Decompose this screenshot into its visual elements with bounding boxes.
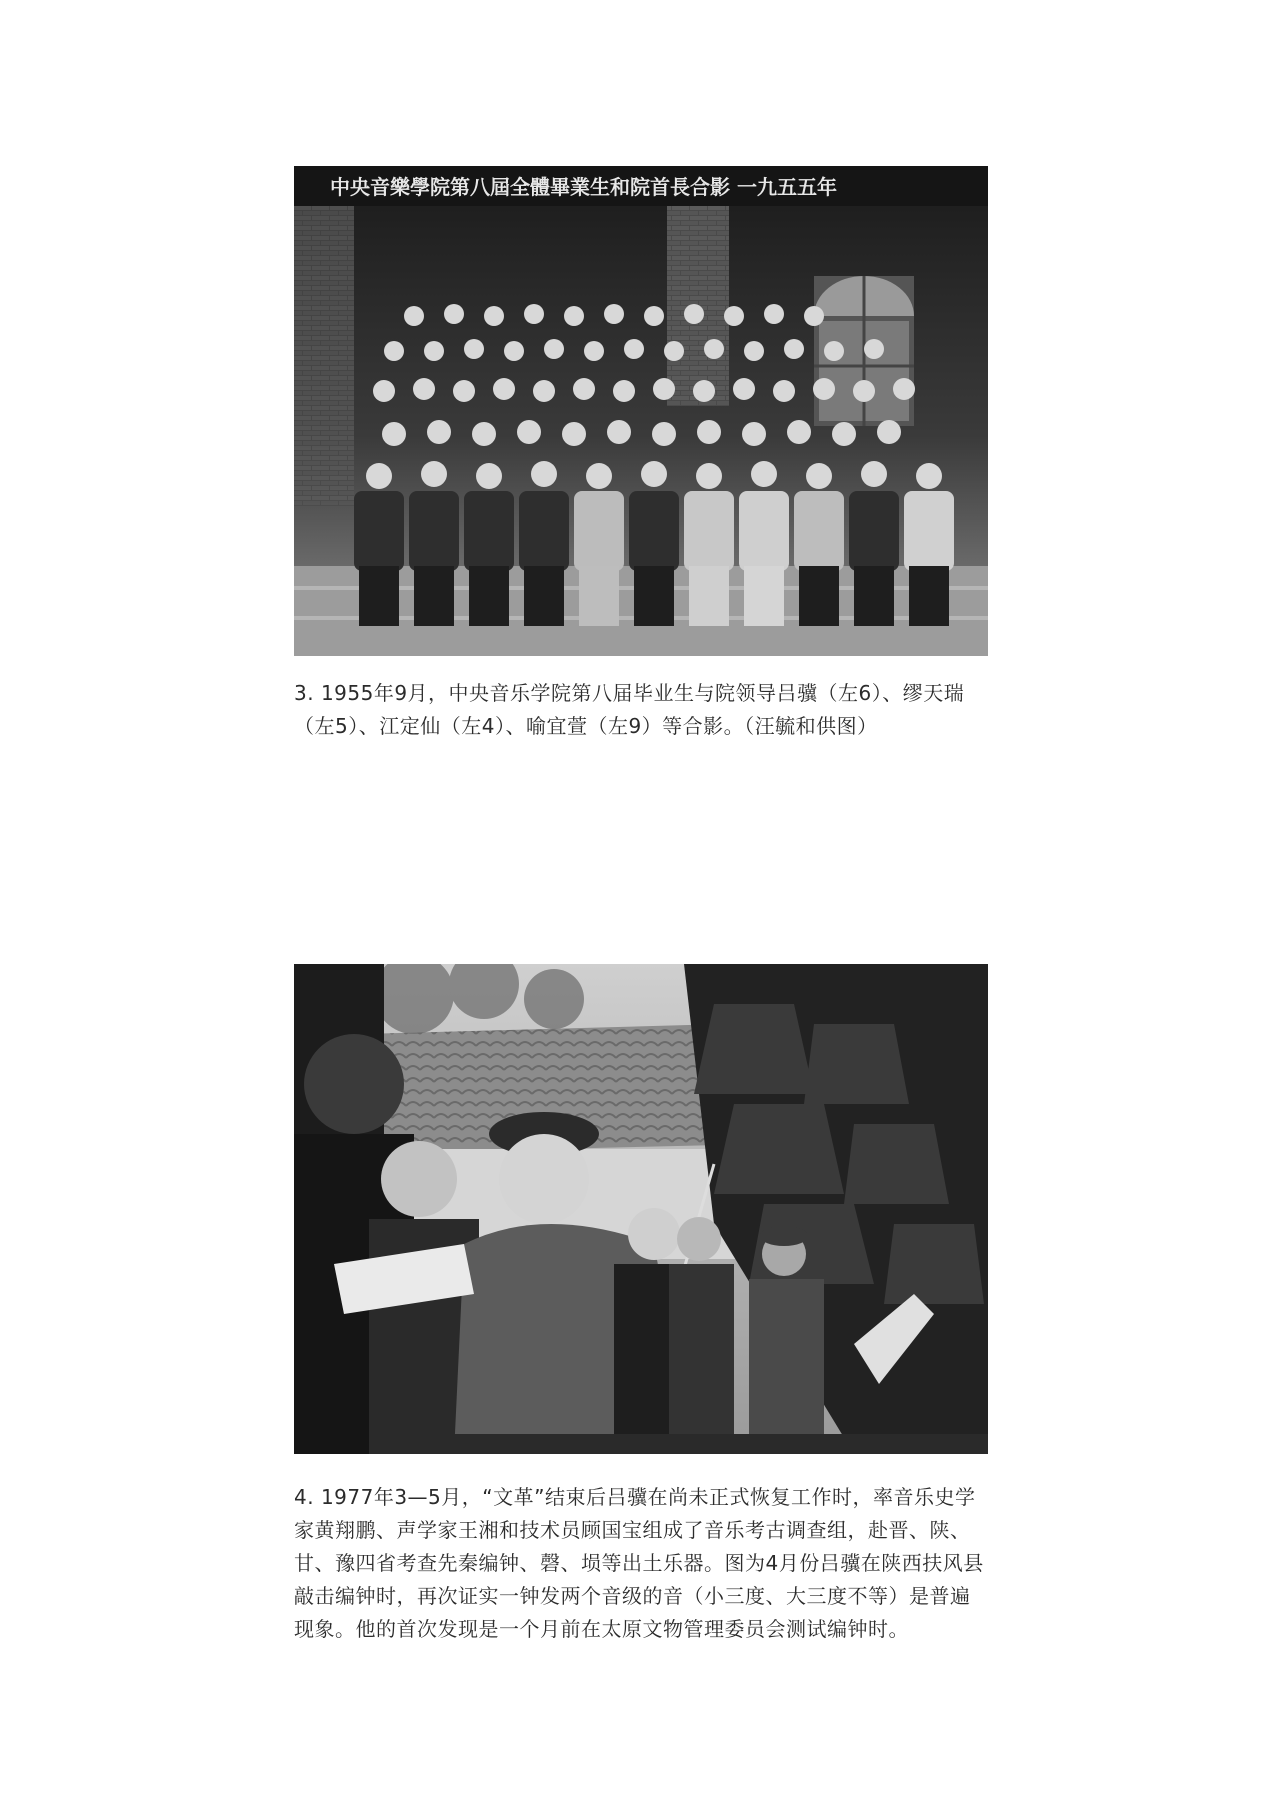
group-photo-graphic [294,166,988,656]
photo-title-text: 中央音樂學院第八屆全體畢業生和院首長合影 一九五五年 [330,175,837,199]
photo-caption-1: 3. 1955年9月，中央音乐学院第八届毕业生与院领导吕骥（左6）、缪天瑞（左5）、江定仙（左4）、喻宜萱（左9）等合影。（汪毓和供图） [294,681,965,738]
bianzhong-photo-graphic [294,964,988,1454]
photo-caption-2: 4. 1977年3—5月，“文革”结束后吕骥在尚未正式恢复工作时，率音乐史学家黄翔鹏、声学家王湘和技术员顾国宝组成了音乐考古调查组，赴晋、陕、甘、豫四省考查先秦编钟、磬、埙等出土乐器。图为4月份吕骥在陕西扶风县敲击编钟时，再次证实一钟发两个音级的音（小三度、大三度不等）是普遍现象。他的首次发现是一个月前在太原文物管理委员会测试编钟时。 [294,1485,984,1641]
bianzhong-photo-1977 [294,964,988,1454]
group-photo-1955 [294,166,988,656]
